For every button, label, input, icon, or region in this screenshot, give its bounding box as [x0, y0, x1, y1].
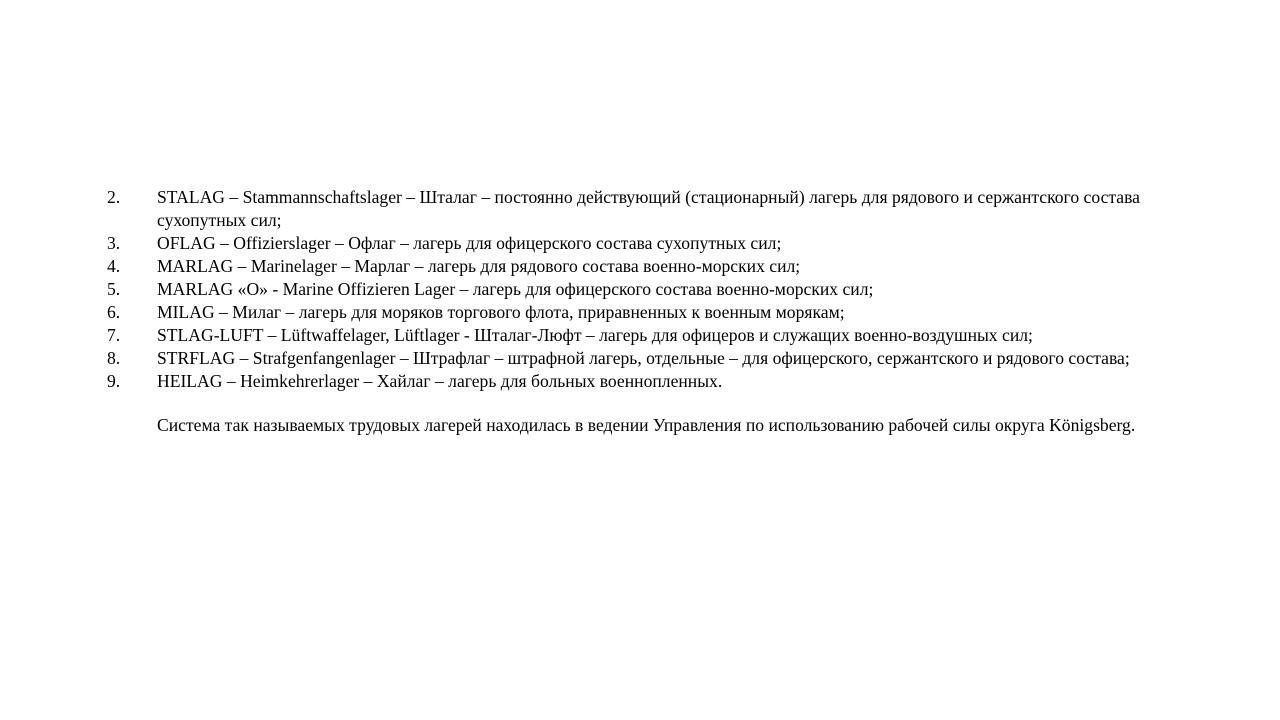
list-item [107, 347, 1140, 370]
list-item-number: 9 . [107, 370, 151, 393]
list-item [107, 324, 1140, 347]
list-item-text: STRFLAG – Strafgenfangenlager – Штрафлаг – штрафной лагерь, отдельные – для офицерского, сержантского и рядового состава; [157, 348, 1130, 368]
list-item-text: MARLAG – Marinelager – Марлаг – лагерь для рядового состава военно-морских сил; [157, 256, 801, 276]
list-item-number: 6 . [107, 301, 151, 324]
list-item-text: STALAG – Stammannschaftslager – Шталаг – постоянно действующий (стационарный) лагерь для рядового и сержантского состава сухопутных сил; [157, 187, 1140, 230]
list-item-number: 2 . [107, 186, 151, 209]
list-item-text: MILAG – Милаг – лагерь для моряков торгового флота, приравненных к военным морякам; [157, 302, 845, 322]
list-item [107, 255, 1140, 278]
list-item-number: 3 . [107, 232, 151, 255]
list-item-text: HEILAG – Heimkehrerlager – Хайлаг – лагерь для больных военнопленных. [157, 371, 723, 391]
list-item [107, 301, 1140, 324]
list-item-text: STLAG-LUFT – Lüftwaffelager, Lüftlager - Шталаг-Люфт – лагерь для офицеров и служащих военно-воздушных сил; [157, 325, 1033, 345]
document-body [107, 186, 1140, 437]
body-paragraph: Система так называемых трудовых лагерей находилась в ведении Управления по использованию рабочей силы округа Königsberg. [157, 415, 1136, 435]
list-item [107, 232, 1140, 255]
list-item-number: 5 . [107, 278, 151, 301]
list-item [107, 278, 1140, 301]
list-item [107, 370, 1140, 393]
list-item-text: OFLAG – Offizierslager – Офлаг – лагерь для офицерского состава сухопутных сил; [157, 233, 782, 253]
list-item-number: 7 . [107, 324, 151, 347]
list-item-number: 4 . [107, 255, 151, 278]
list-item [107, 186, 1140, 232]
list-item-number: 8 . [107, 347, 151, 370]
list-item-text: MARLAG «O» - Marine Offizieren Lager – лагерь для офицерского состава военно-морских сил; [157, 279, 874, 299]
camp-type-list [107, 186, 1140, 393]
